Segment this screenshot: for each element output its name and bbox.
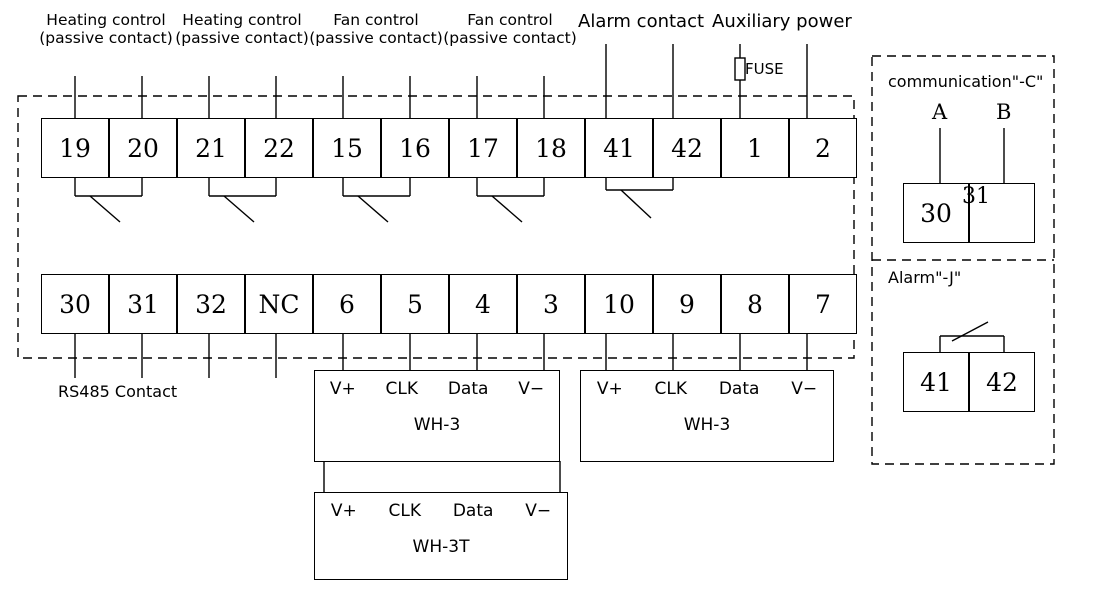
terminal-5[interactable]: 5	[381, 274, 449, 334]
terminal-9[interactable]: 9	[653, 274, 721, 334]
terminal-15[interactable]: 15	[313, 118, 381, 178]
communication-pin-a-label: A	[932, 100, 948, 124]
pin-clk: CLK	[388, 501, 422, 521]
terminal-17[interactable]: 17	[449, 118, 517, 178]
module-wh3t[interactable]	[314, 492, 568, 580]
pin-clk: CLK	[654, 379, 688, 399]
terminal-6[interactable]: 6	[313, 274, 381, 334]
top-label-heating-1	[36, 12, 176, 48]
terminal-2[interactable]: 2	[789, 118, 857, 178]
top-label-heating-1-line1: Heating control	[46, 11, 166, 29]
top-label-fan-1-line1: Fan control	[333, 11, 419, 29]
terminal-3[interactable]: 3	[517, 274, 585, 334]
pin-data: Data	[718, 379, 760, 399]
module-wh3-right-pins	[581, 379, 833, 399]
top-label-fan-1-line2: (passive contact)	[309, 28, 443, 47]
module-wh3t-name: WH-3T	[412, 537, 470, 557]
terminal-nc[interactable]: NC	[245, 274, 313, 334]
alarm-terminal-41[interactable]: 41	[903, 352, 969, 412]
terminal-18[interactable]: 18	[517, 118, 585, 178]
top-label-heating-2-line1: Heating control	[182, 11, 302, 29]
terminal-32[interactable]: 32	[177, 274, 245, 334]
terminal-8[interactable]: 8	[721, 274, 789, 334]
module-wh3-left-pins	[315, 379, 559, 399]
terminal-7[interactable]: 7	[789, 274, 857, 334]
alarm-section-title: Alarm"-J"	[888, 268, 962, 287]
top-label-fan-2-line2: (passive contact)	[443, 28, 577, 47]
pin-vplus: V+	[329, 379, 356, 399]
top-label-auxiliary-power: Auxiliary power	[712, 11, 852, 32]
terminal-16[interactable]: 16	[381, 118, 449, 178]
module-wh3-left-name: WH-3	[413, 415, 461, 435]
pin-data: Data	[452, 501, 494, 521]
alarm-terminal-42[interactable]: 42	[969, 352, 1035, 412]
module-wh3-left[interactable]	[314, 370, 560, 462]
rs485-contact-note: RS485 Contact	[58, 382, 178, 401]
top-label-alarm-contact: Alarm contact	[578, 11, 705, 32]
pin-vplus: V+	[596, 379, 623, 399]
pin-vminus: V−	[791, 379, 818, 399]
terminal-4[interactable]: 4	[449, 274, 517, 334]
top-label-heating-2	[172, 12, 312, 48]
communication-section-title: communication"-C"	[888, 72, 1044, 91]
fuse-label: FUSE	[745, 60, 784, 78]
communication-terminal-30[interactable]: 30	[903, 183, 969, 243]
terminal-21[interactable]: 21	[177, 118, 245, 178]
terminal-31[interactable]: 31	[109, 274, 177, 334]
terminal-41[interactable]: 41	[585, 118, 653, 178]
terminal-1[interactable]: 1	[721, 118, 789, 178]
communication-pin-b-label: B	[996, 100, 1012, 124]
pin-clk: CLK	[385, 379, 419, 399]
terminal-20[interactable]: 20	[109, 118, 177, 178]
top-label-fan-2	[440, 12, 580, 48]
module-wh3t-pins	[315, 501, 567, 521]
communication-terminal-31-label: 31	[962, 184, 990, 209]
terminal-22[interactable]: 22	[245, 118, 313, 178]
top-label-fan-1	[306, 12, 446, 48]
pin-vplus: V+	[330, 501, 357, 521]
terminal-10[interactable]: 10	[585, 274, 653, 334]
top-label-fan-2-line1: Fan control	[467, 11, 553, 29]
terminal-42[interactable]: 42	[653, 118, 721, 178]
pin-data: Data	[447, 379, 489, 399]
top-label-heating-2-line2: (passive contact)	[175, 28, 309, 47]
pin-vminus: V−	[525, 501, 552, 521]
terminal-19[interactable]: 19	[41, 118, 109, 178]
terminal-30[interactable]: 30	[41, 274, 109, 334]
module-wh3-right[interactable]	[580, 370, 834, 462]
pin-vminus: V−	[518, 379, 545, 399]
top-label-heating-1-line2: (passive contact)	[39, 28, 173, 47]
module-wh3-right-name: WH-3	[683, 415, 731, 435]
